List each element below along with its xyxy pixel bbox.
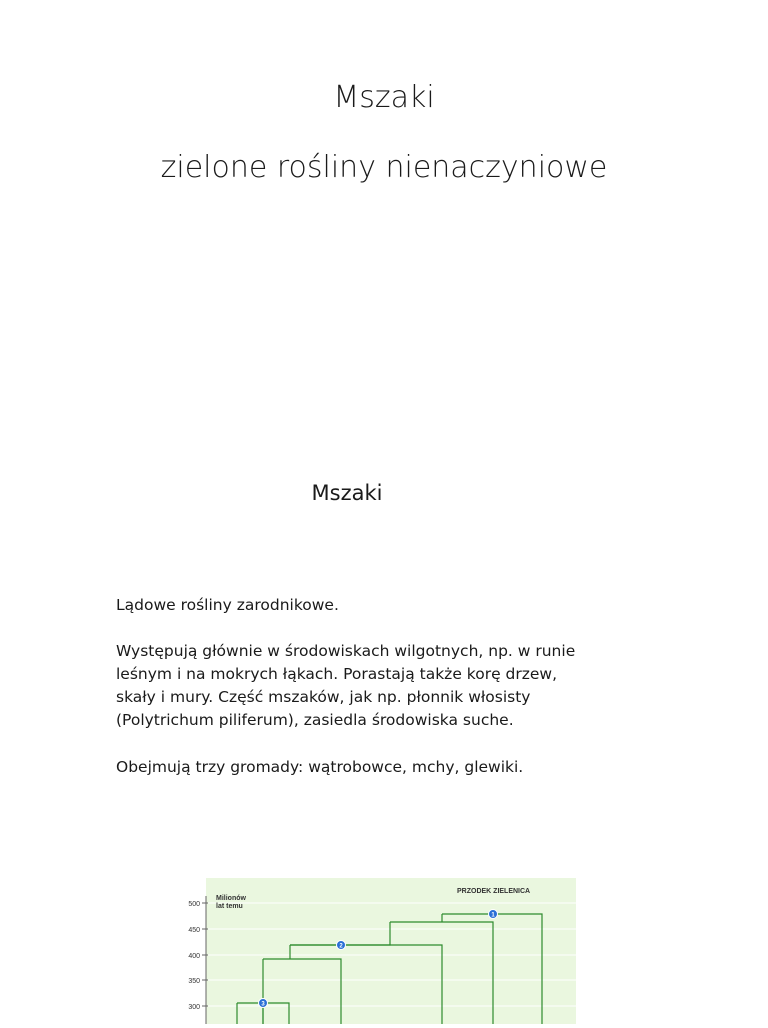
node-label: 1 [491,912,495,919]
paragraph-habitat [116,640,596,732]
tick-label: 500 [188,901,200,908]
node-label: 3 [261,1001,265,1008]
node-label: 2 [339,943,343,950]
tick-labels [188,901,200,1011]
tick-label: 400 [188,953,200,960]
section-heading: Mszaki [311,481,383,505]
tick-label: 300 [188,1004,200,1011]
paragraph-line: Występują głównie w środowiskach wilgotnych, np. w runie [116,642,576,660]
paragraph-line: (Polytrichum piliferum), zasiedla środowiska suche. [116,711,514,729]
phylogenetic-tree-svg [180,876,580,1024]
phylogenetic-tree-figure [180,876,580,1024]
axis-label-line: lat temu [216,903,243,910]
tick-label: 450 [188,927,200,934]
ancestor-label: PRZODEK ZIELENICA [457,888,531,895]
paragraph-line: skały i mury. Część mszaków, jak np. płonnik włosisty [116,688,531,706]
slide-subtitle: zielone rośliny nienaczyniowe [160,150,608,185]
axis-label-line: Milionów [216,895,246,902]
paragraph-classification: Obejmują trzy gromady: wątrobowce, mchy, glewiki. [116,758,524,776]
slide-title: Mszaki [333,80,435,115]
paragraph-intro: Lądowe rośliny zarodnikowe. [116,596,339,614]
tick-label: 350 [188,978,200,985]
paragraph-line: leśnym i na mokrych łąkach. Porastają także korę drzew, [116,665,558,683]
axis-label [216,895,246,910]
